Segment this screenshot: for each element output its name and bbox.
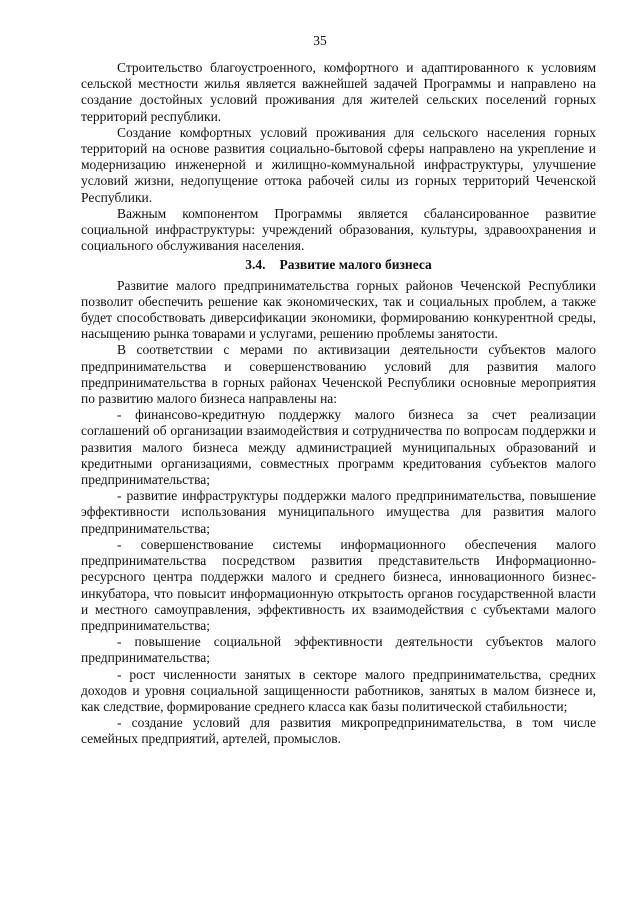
paragraph: Развитие малого предпринимательства горных районов Чеченской Республики позволит обеспечить решение как экономических, так и социальных проблем, а также будет способствовать диверсификации экономики, формированию конкурентной среды, насыщению рынка товарами и услугами, решению проблемы занятости. — [81, 277, 596, 342]
section-title: Развитие малого бизнеса — [279, 257, 432, 273]
page-number: 35 — [313, 33, 327, 48]
section-heading — [81, 257, 596, 273]
list-item: - финансово-кредитную поддержку малого бизнеса за счет реализации соглашений об организации взаимодействия и сотрудничества по вопросам поддержки и развития малого бизнеса между администрацией муниципальных образований и кредитными организациями, совместных программ кредитования субъектов малого предпринимательства; — [81, 407, 596, 488]
list-item: - совершенствование системы информационного обеспечения малого предпринимательства посредством развития представительств Информационно-ресурсного центра поддержки малого и среднего бизнеса, инновационного бизнес-инкубатора, что повысит информационную открытость органов государственной власти и местного самоуправления, эффективность их взаимодействия с субъектами малого предпринимательства; — [81, 536, 596, 633]
section-number: 3.4. — [245, 257, 266, 273]
list-item: - развитие инфраструктуры поддержки малого предпринимательства, повышение эффективности использования муниципального имущества для развития малого предпринимательства; — [81, 488, 596, 536]
paragraph: В соответствии с мерами по активизации деятельности субъектов малого предпринимательства и совершенствованию условий для развития малого предпринимательства в горных районах Чеченской Республики основные мероприятия по развитию малого бизнеса направлены на: — [81, 342, 596, 407]
page-content — [81, 60, 596, 748]
paragraph: Важным компонентом Программы является сбалансированное развитие социальной инфраструктуры: учреждений образования, культуры, здравоохранения и социального обслуживания населения. — [81, 205, 596, 254]
paragraph: Создание комфортных условий проживания для сельского населения горных территорий на основе развития социально-бытовой сферы направлено на укрепление и модернизацию инженерной и жилищно-коммунальной инфраструктуры, улучшение условий жизни, недопущение оттока рабочей силы из горных территорий Чеченской Республики. — [81, 124, 596, 205]
list-item: - создание условий для развития микропредпринимательства, в том числе семейных предприятий, артелей, промыслов. — [81, 715, 596, 747]
list-item: - повышение социальной эффективности деятельности субъектов малого предпринимательства; — [81, 634, 596, 666]
list-item: - рост численности занятых в секторе малого предпринимательства, средних доходов и уровня социальной защищенности работников, занятых в малом бизнесе и, как следствие, формирование среднего класса как базы политической стабильности; — [81, 666, 596, 714]
paragraph: Строительство благоустроенного, комфортного и адаптированного к условиям сельской местности жилья является важнейшей задачей Программы и направлено на создание достойных условий проживания для жителей сельских поселений горных территорий республики. — [81, 60, 596, 124]
